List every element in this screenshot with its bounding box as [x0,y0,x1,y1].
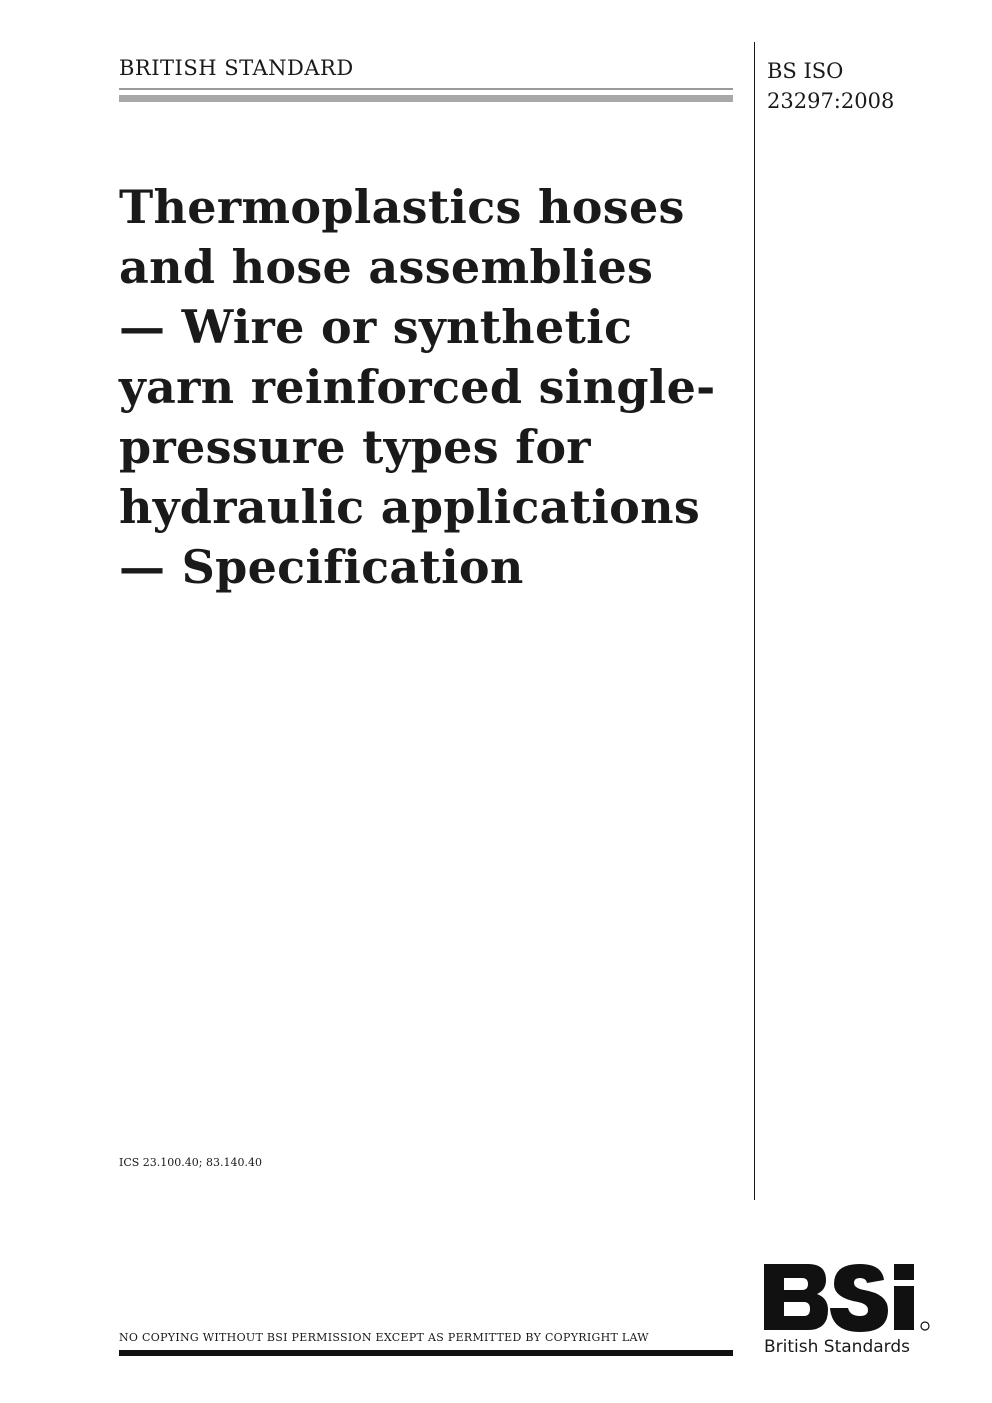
bsi-logo-caption: British Standards [764,1337,910,1357]
document-category: BRITISH STANDARD [119,56,354,80]
footer-rule [119,1350,733,1356]
header-rule-thick [119,95,733,102]
title-line: and hose assemblies [119,240,654,294]
title-line: hydraulic applications [119,480,701,534]
title-line: yarn reinforced single- [119,360,716,414]
document-title [119,177,744,597]
title-line: — Specification [119,540,524,594]
standard-number [767,56,894,116]
copyright-notice: NO COPYING WITHOUT BSI PERMISSION EXCEPT AS PERMITTED BY COPYRIGHT LAW [119,1331,649,1344]
standard-number-code: 23297:2008 [767,89,895,113]
ics-code: ICS 23.100.40; 83.140.40 [119,1156,262,1169]
vertical-divider [754,42,755,1200]
header-rule-thin [119,88,733,90]
standard-number-prefix: BS ISO [767,59,844,83]
bsi-wordmark-icon [764,1258,932,1338]
title-line: pressure types for [119,420,591,474]
title-line: — Wire or synthetic [119,300,633,354]
title-line: Thermoplastics hoses [119,180,685,234]
